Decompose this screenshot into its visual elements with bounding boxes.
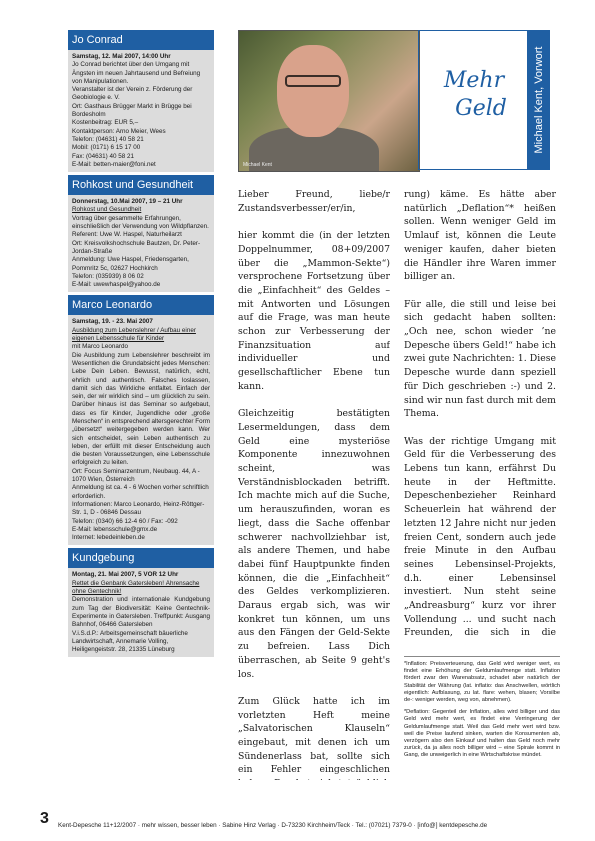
event-line: E-Mail: lebensschule@gmx.de [72, 525, 158, 533]
event-line: mit Marco Leonardo [72, 343, 128, 351]
footnote: *Deflation: Gegenteil der Inflation, alles wird billiger und das Geld wird mehr wert, es findet eine Verringerung der Geldumlaufmenge statt. Weil das Geld mehr wert wird bzw. weil die Preise laufend sinken, warten die Konsumenten ab, verzögern also den Einkauf und halten das Geld noch mehr zurück, da ja alles noch billiger wird – eine Spirale kommt in Gang, die unweigerlich in eine Wirtschaftskrise mündet. [404, 709, 560, 759]
event-line: Montag, 21. Mai 2007, 5 VOR 12 Uhr [72, 571, 179, 579]
article-paragraph: hier kommt die (in der letzten Doppelnummer, 08+09/2007 über die „Mammon-Sekte“) versprochene Fortsetzung über die „Einfachheit“ des Geldes – mit Antworten und Lösungen auf die Frage, was man heute schon zur Verbesserung der Finanzsituation auf individueller und gesellschaftlicher Ebene tun kann. [238, 230, 390, 392]
event-line: Telefon: (035939) 8 06 02 [72, 272, 144, 280]
geld-word: Geld [455, 96, 507, 121]
event-line: Kontaktperson: Arno Meier, Wees [72, 127, 166, 135]
footnote: *Inflation: Preisverteuerung, das Geld wird weniger wert, es findet eine Erhöhung der Geldumlaufmenge statt. Inflation fördert zwar den Warenabsatz, schadet aber natürlich der Stabilität der Währung (lat. inflatio: das Anschwellen, wörtlich eigentlich: Aufblasung, zu lat. flare: wehen, blasen; Vorsilbe de-: weniger werden, weg von, abnehmen). [404, 661, 560, 704]
event-line: Veranstalter ist der Verein z. Förderung der Geobiologie e. V. [72, 86, 193, 102]
event-details [68, 315, 214, 545]
article-paragraph: Für alle, die still und leise bei sich gedacht haben sollten: „Och nee, schon wieder ’ne Depesche übers Geld!“ habe ich zwei gute Nachrichten: 1. Diese Depesche wurde dann speziell für Dich geschrieben :-) und 2. sind wir nun fast durch mit dem Thema. [404, 298, 556, 420]
event-line: Anmeldung: Uwe Haspel, Friedensgarten, Pommritz 5c, 02627 Hochkirch [72, 256, 189, 272]
section-label: Michael Kent, Vorwort [533, 46, 545, 154]
mehr-word: Mehr [443, 68, 505, 93]
event-line: Informationen: Marco Leonardo, Heinz-Röttger-Str. 1, D - 06846 Dessau [72, 500, 205, 517]
article-paragraph: Lieber Freund, liebe/r Zustandsverbesser/er/in, [238, 189, 390, 214]
event-line: Vortrag über gesammelte Erfahrungen, einschließlich der Verwendung von Wildpflanzen. [72, 214, 209, 231]
page-number: 3 [40, 810, 49, 827]
event-line: Referent: Uwe W. Haspel, Naturheilarzt [72, 231, 182, 239]
event-line: Telefon: (0340) 66 12-4 60 / Fax: -092 [72, 517, 178, 525]
event-line: Die Ausbildung zum Lebenslehrer beschreibt im Wesentlichen die Grundabsicht jedes Menschen: Lebe Dein Leben. Bewusst, natürlich, echt, ehrlich und authentisch. Falsches loslassen, damit sich das Wirkliche entfaltet. Einfach der sein, der wir wirklich sind – um glücklich zu sein. Darüber hinaus ist das Seminar so aufgebaut, dass es für Kinder, Jugendliche oder „große Menschen“ in entsprechend altersgerechter Form „übersetzt“ weitergegeben werden kann. Wer sich entscheidet, sein Leben authentisch zu leben, der erfüllt mit dieser Entscheidung auch die besten Voraussetzungen, eine Lebensschule erfolgreich zu leiten. [72, 351, 210, 467]
page-footer: Kent-Depesche 11+12/2007 · mehr wissen, besser leben · Sabine Hinz Verlag · D-73230 Kirchheim/Teck · Tel.: (07021) 7379-0 · [info@] kentdepesche.de [58, 822, 488, 829]
event-line: E-Mail: uwewhaspel@yahoo.de [72, 281, 161, 289]
event-line: Ort: Focus Seminarzentrum, Neubaug. 44, A - 1070 Wien, Österreich [72, 467, 200, 484]
event-line: Samstag, 19. - 23. Mai 2007 [72, 318, 153, 326]
event-details [68, 50, 214, 172]
event-title: Rohkost und Gesundheit [68, 175, 214, 195]
event-line: Rohkost und Gesundheit [72, 206, 142, 214]
footnote-rule [404, 656, 560, 657]
event-line: Telefon: (04631) 40 58 21 [72, 135, 144, 143]
event-line: Donnerstag, 10.Mai 2007, 19 – 21 Uhr [72, 198, 183, 206]
mehr-geld-title [429, 67, 519, 123]
event-line: V.i.S.d.P.: Arbeitsgemeinschaft bäuerliche Landwirtschaft, Annemarie Volling, Heiligengeiststr. 28, 21335 Lüneburg [72, 629, 188, 654]
section-label-bar [528, 30, 550, 170]
event-title: Jo Conrad [68, 30, 214, 50]
event-line: Jo Conrad berichtet über den Umgang mit Ängsten im neuen Jahrtausend und Befreiung von Manipulationen. [72, 61, 201, 85]
event-line: Ort: Gasthaus Brügger Markt in Brügge bei Bordesholm [72, 102, 192, 119]
photo-face [277, 45, 349, 137]
event-line: Kostenbeitrag: EUR 5,– [72, 119, 139, 127]
event-title: Marco Leonardo [68, 295, 214, 315]
event-line: Demonstration und internationale Kundgebung zum Tag der Biodiversität: Keine Gentechnik-Experimente in Gatersleben. Treffpunkt: Ausgang Bahnhof, 06466 Gatersleben [72, 596, 210, 629]
article-paragraph: Was der richtige Umgang mit Geld für die Verbesserung des Lebens tun kann, erfährst Du heute in der Heftmitte. Depeschenbezieher Reinhard Scheuerlein hat während der letzten 12 Jahre nicht nur jeden freien Cent, sondern auch jede freie Minute in den Aufbau seines Lebensinsel-Projekts, d.h. einer Lebensinsel investiert. Nun steht seine „Andreasburg“ kurz vor ihrer Vollendung ... und sucht nach Freunden, die sich in die [404, 435, 556, 638]
article-paragraph: rung) käme. Es hätte aber natürlich „Deflation“* heißen sollen. Wenn weniger Geld im Umlauf ist, können die Leute weniger kaufen, daher bieten die Händler ihre Waren immer billiger an. [404, 189, 556, 283]
event-title: Kundgebung [68, 548, 214, 568]
article-column-1 [238, 188, 390, 780]
event-sidebar [68, 30, 214, 806]
article-column-2 [404, 188, 556, 638]
author-photo [238, 30, 420, 172]
article-paragraph: Gleichzeitig bestätigten Lesermeldungen, dass dem Geld eine mysteriöse Komponente innezuwohnen scheint, was Verständnisblockaden betrifft. Ich machte mich auf die Suche, um herauszufinden, woran es liegt, dass die Sache offenbar schwerer nachvollziehbar ist, als andere Themen, und habe dabei fünf Hauptpunkte finden können, die die „Einfachheit“ des Geldes verkomplizieren. Daraus ergab sich, was wir konkret tun können, um uns aus den Fängen der Geld-Sekte zu befreien. Lass Dich überraschen, ab Seite 9 geht's los. [238, 408, 390, 680]
article-paragraph: Zum Glück hatte ich im vorletzten Heft meine „Salvatorischen Klauseln“ eingebaut, mit denen ich um Sündenerlass bat, sollte sich ein Fehler eingeschlichen [238, 695, 390, 776]
event-line: Internet: lebedeinleben.de [72, 534, 145, 542]
event-line: Anmeldung ist ca. 4 - 6 Wochen vorher schriftlich erforderlich. [72, 484, 209, 500]
footnotes [404, 661, 560, 765]
event-line: E-Mail: betten-maier@foni.net [72, 160, 156, 168]
event-line: Rettet die Genbank Gatersleben! Ährensache ohne Gentechnik! [72, 579, 200, 596]
event-line: Ausbildung zum Lebenslehrer / Aufbau einer eigenen Lebensschule für Kinder [72, 326, 196, 343]
event-line: Ort: Kreisvolkshochschule Bautzen, Dr. Peter-Jordan-Straße [72, 239, 201, 255]
event-line: Fax: (04631) 40 58 21 [72, 152, 134, 160]
event-details [68, 568, 214, 657]
event-details [68, 195, 214, 292]
photo-glasses [285, 75, 341, 87]
event-line: Mobil: (0171) 6 15 17 00 [72, 144, 141, 152]
mehr-geld-box [418, 30, 528, 170]
photo-credit: Michael Kent [243, 162, 272, 168]
event-line: Samstag, 12. Mai 2007, 14:00 Uhr [72, 53, 171, 60]
